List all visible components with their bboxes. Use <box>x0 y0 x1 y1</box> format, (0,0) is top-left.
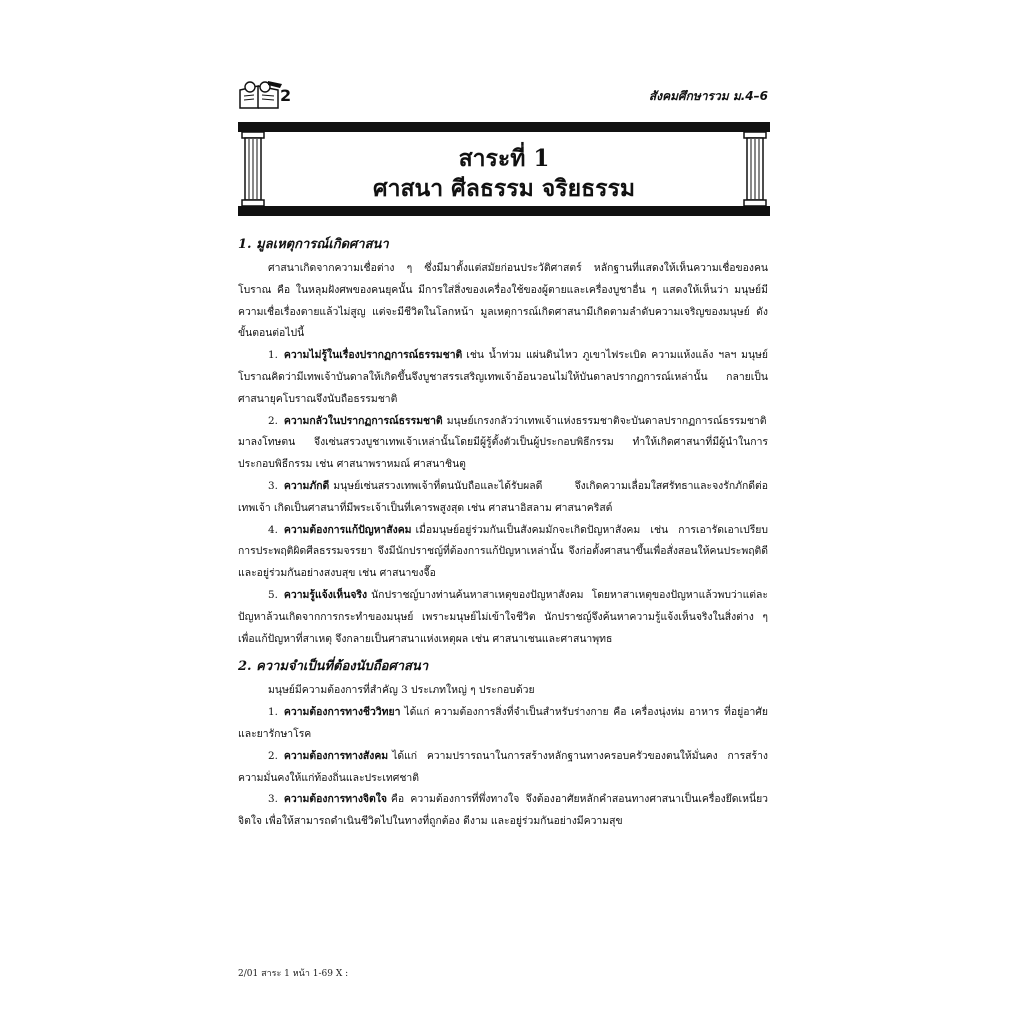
section-heading: 2. ความจำเป็นที่ต้องนับถือศาสนา <box>238 659 429 675</box>
page-footer: 2/01 สาระ 1 หน้า 1-69 X : <box>238 969 349 979</box>
banner-line-2: ศาสนา ศีลธรรม จริยธรรม <box>372 175 636 202</box>
section-intro: มนุษย์มีความต้องการที่สำคัญ 3 ประเภทใหญ่ ๆ ประกอบด้วย <box>268 684 535 697</box>
item-text: ได้แก่ ความต้องการสิ่งที่จำเป็นสำหรับร่างกาย คือ เครื่องนุ่งห่ม อาหาร ที่อยู่อาศัย และยารักษาโรค <box>238 706 768 740</box>
item-text: นักปราชญ์บางท่านค้นหาสาเหตุของปัญหาสังคม โดยหาสาเหตุของปัญหาแล้วพบว่าแต่ละปัญหาล้วนเกิดจากการกระทำของมนุษย์ เพราะมนุษย์ไม่เข้าใจชีวิต นักปราชญ์จึงค้นหาความรู้แจ้งเห็นจริงในสิ่งต่าง ๆ เพื่อแก้ปัญหาที่สาเหตุ จึงกลายเป็นศาสนาแห่งเหตุผล เช่น ศาสนาเชนและศาสนาพุทธ <box>238 588 768 645</box>
item-number: 3. <box>268 793 278 806</box>
list-item <box>238 411 768 476</box>
item-number: 2. <box>268 414 278 427</box>
chapter-banner <box>238 122 770 216</box>
item-text: เช่น น้ำท่วม แผ่นดินไหว ภูเขาไฟระเบิด ความแห้งแล้ง ฯลฯ มนุษย์โบราณคิดว่ามีเทพเจ้าบันดาลให้เกิดขึ้นจึงบูชาสรรเสริญเทพเจ้าอ้อนวอนไม่ให้บันดาลปรากฏการณ์เหล่านั้น กลายเป็นศาสนายุคโบราณจึงนับถือธรรมชาติ <box>238 349 768 405</box>
list-item <box>238 789 768 833</box>
item-term: ความต้องการทางสังคม <box>283 749 389 762</box>
item-number: 1. <box>268 706 278 719</box>
content-body <box>238 232 768 833</box>
item-term: ความต้องการแก้ปัญหาสังคม <box>283 523 412 536</box>
list-item <box>238 702 768 746</box>
item-number: 5. <box>268 588 278 601</box>
section-intro: ศาสนาเกิดจากความเชื่อต่าง ๆ ซึ่งมีมาตั้งแต่สมัยก่อนประวัติศาสตร์ หลักฐานที่แสดงให้เห็นความเชื่อของคนโบราณ คือ ในหลุมฝังศพของคนยุคนั้น มีการใส่สิ่งของเครื่องใช้ของผู้ตายและเครื่องบูชาอื่น ๆ แสดงให้เห็นว่า มนุษย์มีความเชื่อเรื่องตายแล้วไม่สูญ แต่จะมีชีวิตในโลกหน้า มูลเหตุการณ์เกิดศาสนามีเกิดตามลำดับความเจริญของมนุษย์ ดังขั้นตอนต่อไปนี้ <box>238 262 768 340</box>
section-heading: 1. มูลเหตุการณ์เกิดศาสนา <box>238 237 389 252</box>
item-text: ได้แก่ ความปรารถนาในการสร้างหลักฐานทางครอบครัวของตนให้มั่นคง การสร้างความมั่นคงให้แก่ท้องถิ่นและประเทศชาติ <box>238 749 768 784</box>
item-term: ความไม่รู้ในเรื่องปรากฏการณ์ธรรมชาติ <box>283 349 463 362</box>
list-item <box>238 520 768 585</box>
banner-title <box>298 144 710 204</box>
item-text: คือ ความต้องการที่พึ่งทางใจ จึงต้องอาศัยหลักคำสอนทางศาสนาเป็นเครื่องยึดเหนี่ยวจิตใจ เพื่อให้สามารถดำเนินชีวิตไปในทางที่ถูกต้อง ดีงาม และอยู่ร่วมกันอย่างมีความสุข <box>238 793 768 828</box>
running-title: สังคมศึกษารวม ม.4–6 <box>648 89 768 103</box>
item-number: 4. <box>268 523 278 536</box>
item-term: ความกลัวในปรากฏการณ์ธรรมชาติ <box>283 414 443 427</box>
item-text: มนุษย์เซ่นสรวงเทพเจ้าที่ตนนับถือและได้รับผลดี จึงเกิดความเลื่อมใสศรัทธาและจงรักภักดีต่อเทพเจ้า เกิดเป็นศาสนาที่มีพระเจ้าเป็นที่เคารพสูงสุด เช่น ศาสนาอิสลาม ศาสนาคริสต์ <box>238 479 768 514</box>
item-term: ความรู้แจ้งเห็นจริง <box>283 588 368 601</box>
list-item <box>238 746 768 790</box>
page-header <box>238 80 768 110</box>
item-number: 1. <box>268 349 278 362</box>
item-number: 2. <box>268 749 278 762</box>
item-term: ความต้องการทางชีววิทยา <box>283 706 401 719</box>
list-item <box>238 585 768 650</box>
item-text: มนุษย์เกรงกลัวว่าเทพเจ้าแห่งธรรมชาติจะบันดาลปรากฏการณ์ธรรมชาติมาลงโทษตน จึงเซ่นสรวงบูชาเทพเจ้าเหล่านั้นโดยมีผู้รู้ตั้งตัวเป็นผู้ประกอบพิธีกรรม ทำให้เกิดศาสนาที่มีผู้นำในการประกอบพิธีกรรม เช่น ศาสนาพราหมณ์ ศาสนาชินตู <box>238 414 768 471</box>
item-text: เมื่อมนุษย์อยู่ร่วมกันเป็นสังคมมักจะเกิดปัญหาสังคม เช่น การเอารัดเอาเปรียบ การประพฤติผิดศีลธรรมจรรยา จึงมีนักปราชญ์ที่ต้องการแก้ปัญหาเหล่านั้น จึงก่อตั้งศาสนาขึ้นเพื่อสั่งสอนให้คนประพฤติดีและอยู่ร่วมกันอย่างสงบสุข เช่น ศาสนาขงจื๊อ <box>238 523 768 580</box>
book-kids-logo-icon <box>238 80 284 110</box>
page-number: 2 <box>280 86 292 105</box>
item-term: ความต้องการทางจิตใจ <box>283 793 387 806</box>
item-term: ความภักดี <box>283 479 330 492</box>
banner-line-1: สาระที่ 1 <box>458 145 550 172</box>
list-item <box>238 345 768 410</box>
list-item <box>238 476 768 520</box>
item-number: 3. <box>268 479 278 492</box>
